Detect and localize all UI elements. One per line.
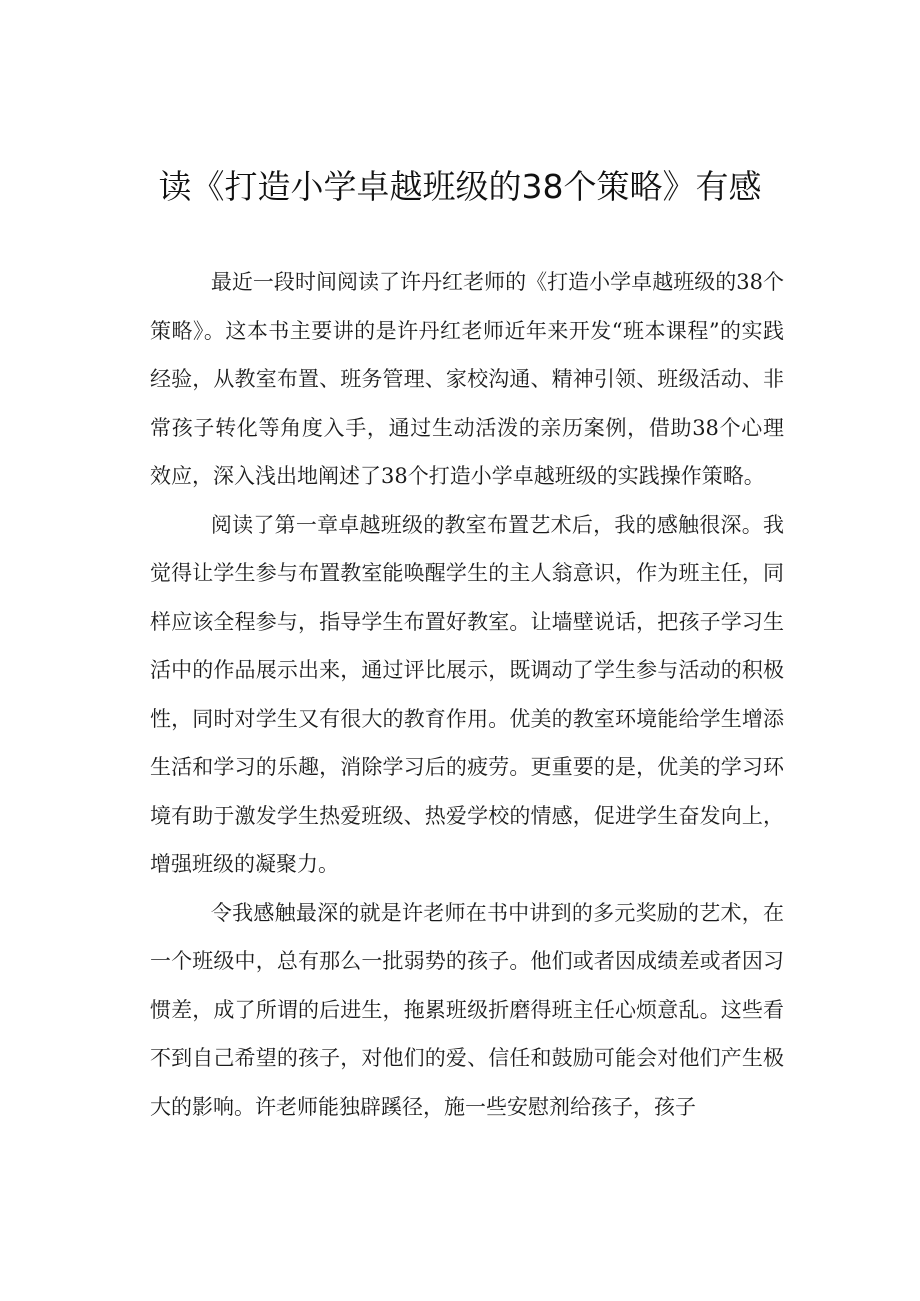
paragraph-2: 阅读了第一章卓越班级的教室布置艺术后，我的感触很深。我觉得让学生参与布置教室能唤醒学生的主人翁意识，作为班主任，同样应该全程参与，指导学生布置好教室。让墙壁说话，把孩子学习生活中的作品展示出来，通过评比展示，既调动了学生参与活动的积极性，同时对学生又有很大的教育作用。优美的教室环境能给学生增添生活和学习的乐趣，消除学习后的疲劳。更重要的是，优美的学习环境有助于激发学生热爱班级、热爱学校的情感，促进学生奋发向上，增强班级的凝聚力。 — [150, 512, 784, 876]
paragraph-3: 令我感触最深的就是许老师在书中讲到的多元奖励的艺术，在一个班级中，总有那么一批弱势的孩子。他们或者因成绩差或者因习惯差，成了所谓的后进生，拖累班级折磨得班主任心烦意乱。这些看不到自己希望的孩子，对他们的爱、信任和鼓励可能会对他们产生极大的影响。许老师能独辟蹊径，施一些安慰剂给孩子，孩子 — [150, 900, 784, 1119]
document-title: 读《打造小学卓越班级的38个策略》有感 — [158, 167, 762, 206]
document-body — [150, 258, 784, 1131]
paragraph-1: 最近一段时间阅读了许丹红老师的《打造小学卓越班级的38个策略》。这本书主要讲的是许丹红老师近年来开发“班本课程”的实践经验，从教室布置、班务管理、家校沟通、精神引领、班级活动、非常孩子转化等角度入手，通过生动活泼的亲历案例，借助38个心理效应，深入浅出地阐述了38个打造小学卓越班级的实践操作策略。 — [150, 270, 784, 488]
